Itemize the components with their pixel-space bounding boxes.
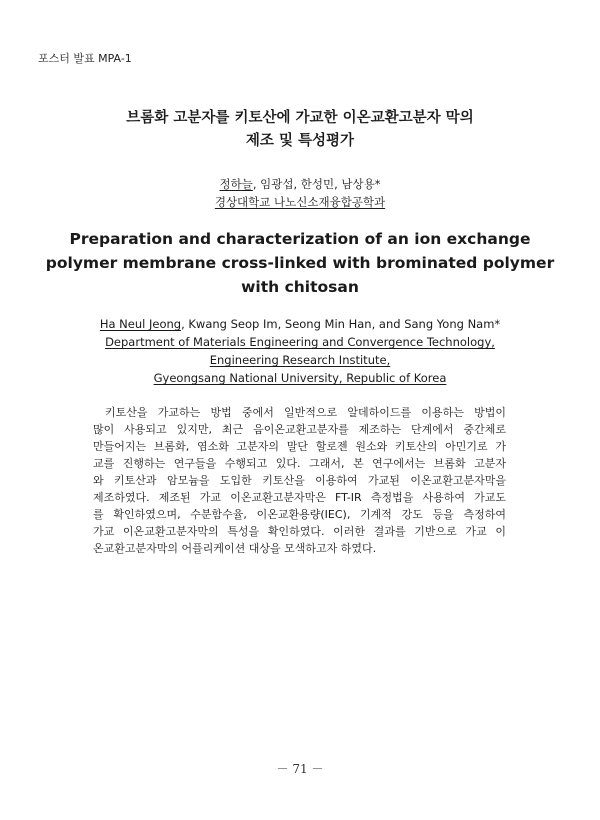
abstract-line: 가교 이온교환고분자막의 특성을 확인하였다. 이러한 결과를 기반으로 가교 이 [93, 525, 506, 538]
korean-coauthors: , 임광섭, 한성민, 남상용* [252, 177, 381, 191]
english-affiliation-line-2 [0, 353, 600, 367]
page-number: － 71 － [276, 762, 324, 776]
english-affiliation-line-1 [0, 335, 600, 349]
english-presenter: Ha Neul Jeong [99, 317, 182, 331]
english-affiliation-text-1: Department of Materials Engineering and Convergence Technology, [105, 335, 495, 349]
abstract-line: 키토산을 가교하는 방법 중에서 일반적으로 알데하이드를 이용하는 방법이 [105, 406, 506, 419]
korean-authors [0, 176, 600, 192]
korean-title-line-1: 브롬화 고분자를 키토산에 가교한 이온교환고분자 막의 [126, 110, 474, 126]
english-title-line-2: polymer membrane cross-linked with brominated polymer [45, 254, 555, 272]
korean-presenter: 정하늘 [219, 177, 253, 191]
english-authors [0, 317, 600, 331]
english-title-line-1: Preparation and characterization of an ion exchange [69, 230, 531, 248]
session-label: 포스터 발표 MPA-1 [38, 52, 132, 65]
abstract-line: 제조하였다. 제조된 가교 이온교환고분자막은 FT-IR 측정법을 사용하여 가교도 [93, 491, 506, 504]
abstract-line: 교를 진행하는 연구들을 수행되고 있다. 그래서, 본 연구에서는 브롬화 고분자 [93, 457, 506, 470]
abstract [93, 404, 506, 557]
korean-affiliation: 경상대학교 나노신소재융합공학과 [214, 195, 386, 209]
english-coauthors: , Kwang Seop Im, Seong Min Han, and Sang Yong Nam* [181, 317, 501, 331]
english-affiliation-text-2: Engineering Research Institute, [209, 353, 391, 367]
korean-title-line-2: 제조 및 특성평가 [245, 133, 355, 149]
abstract-line: 만들어지는 브롬화, 염소화 고분자의 말단 할로젠 원소와 키토산의 아민기로 가 [93, 440, 506, 453]
english-affiliation-line-3 [0, 371, 600, 385]
abstract-line: 많이 사용되고 있지만, 최근 음이온교환고분자를 제조하는 단계에서 중간체로 [93, 423, 506, 436]
abstract-line: 와 키토산과 암모늄을 도입한 키토산을 이용하여 가교된 이온교환고분자막을 [93, 474, 506, 487]
english-affiliation-text-3: Gyeongsang National University, Republic of Korea [153, 371, 447, 385]
abstract-line: 온교환고분자막의 어플리케이션 대상을 모색하고자 하였다. [93, 542, 377, 555]
abstract-line: 를 확인하였으며, 수분함수율, 이온교환용량(IEC), 기계적 강도 등을 측정하여 [93, 508, 506, 521]
english-title-line-3: with chitosan [241, 278, 359, 296]
